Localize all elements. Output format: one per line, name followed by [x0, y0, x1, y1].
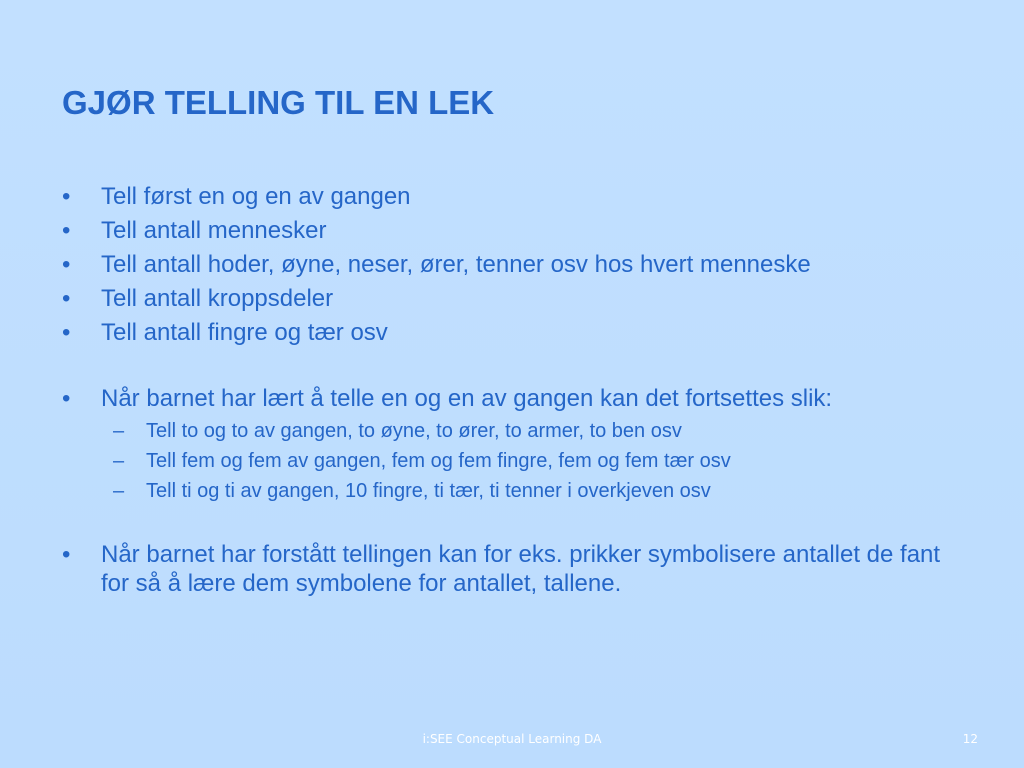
- slide-content: [62, 180, 962, 601]
- sub-bullet-item: [62, 476, 962, 506]
- sub-bullet-text: Tell to og to av gangen, to øyne, to ører, to armer, to ben osv: [146, 420, 682, 442]
- bullet-item: [62, 316, 962, 350]
- bullet-item: [62, 248, 962, 282]
- bullet-item: [62, 540, 962, 598]
- slide-footer: i:SEE Conceptual Learning DA: [422, 732, 602, 746]
- bullet-item: [62, 384, 962, 413]
- bullet-text: Tell først en og en av gangen: [101, 183, 411, 210]
- bullet-item: [62, 180, 962, 214]
- sub-bullet-item: [62, 416, 962, 446]
- bullet-text: Når barnet har forstått tellingen kan for eks. prikker symbolisere antallet de fant for så å lære dem symbolene for antallet, tallene.: [101, 541, 941, 597]
- slide-title: GJØR TELLING TIL EN LEK: [62, 84, 495, 121]
- dash-marker: –: [113, 420, 125, 442]
- bullet-text: Tell antall kroppsdeler: [101, 285, 334, 312]
- bullet-text: Tell antall mennesker: [101, 217, 327, 244]
- bullet-marker: •: [62, 285, 71, 312]
- bullet-text: Når barnet har lært å telle en og en av gangen kan det fortsettes slik:: [101, 385, 833, 412]
- sub-bullet-text: Tell fem og fem av gangen, fem og fem fingre, fem og fem tær osv: [146, 450, 731, 472]
- bullet-marker: •: [62, 217, 71, 244]
- dash-marker: –: [113, 480, 125, 502]
- sub-bullet-text: Tell ti og ti av gangen, 10 fingre, ti tær, ti tenner i overkjeven osv: [146, 480, 711, 502]
- sub-bullet-item: [62, 446, 962, 476]
- bullet-marker: •: [62, 251, 71, 278]
- bullet-text: Tell antall fingre og tær osv: [101, 319, 388, 346]
- bullet-marker: •: [62, 183, 71, 210]
- bullet-marker: •: [62, 319, 71, 346]
- bullet-item: [62, 282, 962, 316]
- bullet-marker: •: [62, 541, 71, 568]
- bullet-item: [62, 214, 962, 248]
- slide-page-number: 12: [962, 732, 978, 746]
- dash-marker: –: [113, 450, 125, 472]
- bullet-group-1: [62, 180, 962, 350]
- bullet-group-3: [62, 540, 962, 598]
- bullet-group-2: [62, 384, 962, 506]
- bullet-text: Tell antall hoder, øyne, neser, ører, tenner osv hos hvert menneske: [101, 251, 811, 278]
- bullet-marker: •: [62, 385, 71, 412]
